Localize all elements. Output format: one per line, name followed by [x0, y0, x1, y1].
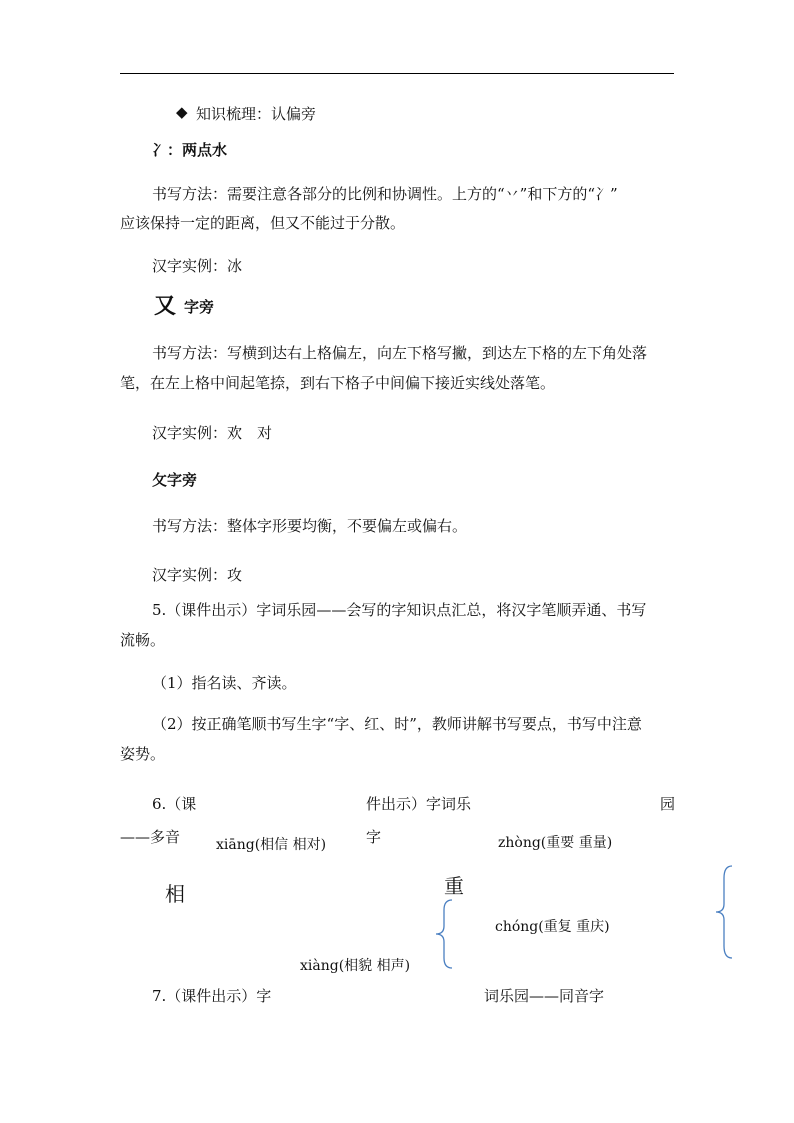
radical2-glyph: 又 — [154, 293, 177, 319]
radical2-method-line1: 书写方法：写横到达右上格偏左，向左下格写撇，到达左下格的左下角处落 — [152, 344, 648, 362]
radical1-method-line1: 书写方法：需要注意各部分的比例和协调性。上方的“丷”和下方的“冫” — [152, 185, 618, 203]
char-xiang: 相 — [165, 882, 185, 906]
radical3-example: 汉字实例：攻 — [152, 566, 243, 584]
item7-part2: 词乐园——同音字 — [484, 987, 605, 1005]
right-brace-icon — [712, 864, 736, 960]
radical1-example: 汉字实例：冰 — [152, 257, 243, 275]
header-rule — [120, 73, 674, 74]
radical3-method: 书写方法：整体字形要均衡，不要偏左或偏右。 — [152, 517, 468, 535]
radical2-example: 汉字实例：欢 对 — [152, 424, 273, 442]
radical2-method-line2: 笔，在左上格中间起笔捺，到右下格子中间偏下接近实线处落笔。 — [120, 374, 556, 392]
xiang-reading-2: xiàng(相貌 相声) — [300, 958, 411, 974]
item7-part1: 7.（课件出示）字 — [152, 987, 272, 1005]
radical1-method-line2: 应该保持一定的距离，但又不能过于分散。 — [120, 214, 406, 232]
radical2-title: 字旁 — [184, 298, 215, 316]
zhong-reading-1: zhòng(重要 重量) — [498, 835, 613, 851]
item5-sub1: （1）指名读、齐读。 — [152, 674, 297, 692]
item5-line1: 5.（课件出示）字词乐园——会写的字知识点汇总，将汉字笔顺弄通、书写 — [152, 601, 647, 619]
item6-part4: ——多音 — [120, 828, 181, 846]
item6-part3: 园 — [660, 795, 676, 813]
radical3-title: 攵字旁 — [152, 471, 198, 489]
knowledge-bullet-icon: ◆ — [176, 103, 188, 121]
knowledge-heading: 知识梳理：认偏旁 — [196, 105, 317, 123]
radical1-title: 冫：两点水 — [152, 141, 228, 159]
xiang-reading-1: xiāng(相信 相对) — [216, 837, 327, 853]
item5-sub2-line1: （2）按正确笔顺书写生字“字、红、时”，教师讲解书写要点，书写中注意 — [152, 715, 642, 733]
item6-part2: 件出示）字词乐 — [366, 795, 472, 813]
char-zhong: 重 — [444, 874, 464, 898]
zhong-brace-icon — [432, 898, 456, 970]
chong-reading: chóng(重复 重庆) — [495, 919, 610, 935]
item6-part1: 6.（课 — [152, 795, 197, 813]
item5-line2: 流畅。 — [120, 631, 166, 649]
item6-part5: 字 — [366, 828, 382, 846]
item5-sub2-line2: 姿势。 — [120, 745, 166, 763]
